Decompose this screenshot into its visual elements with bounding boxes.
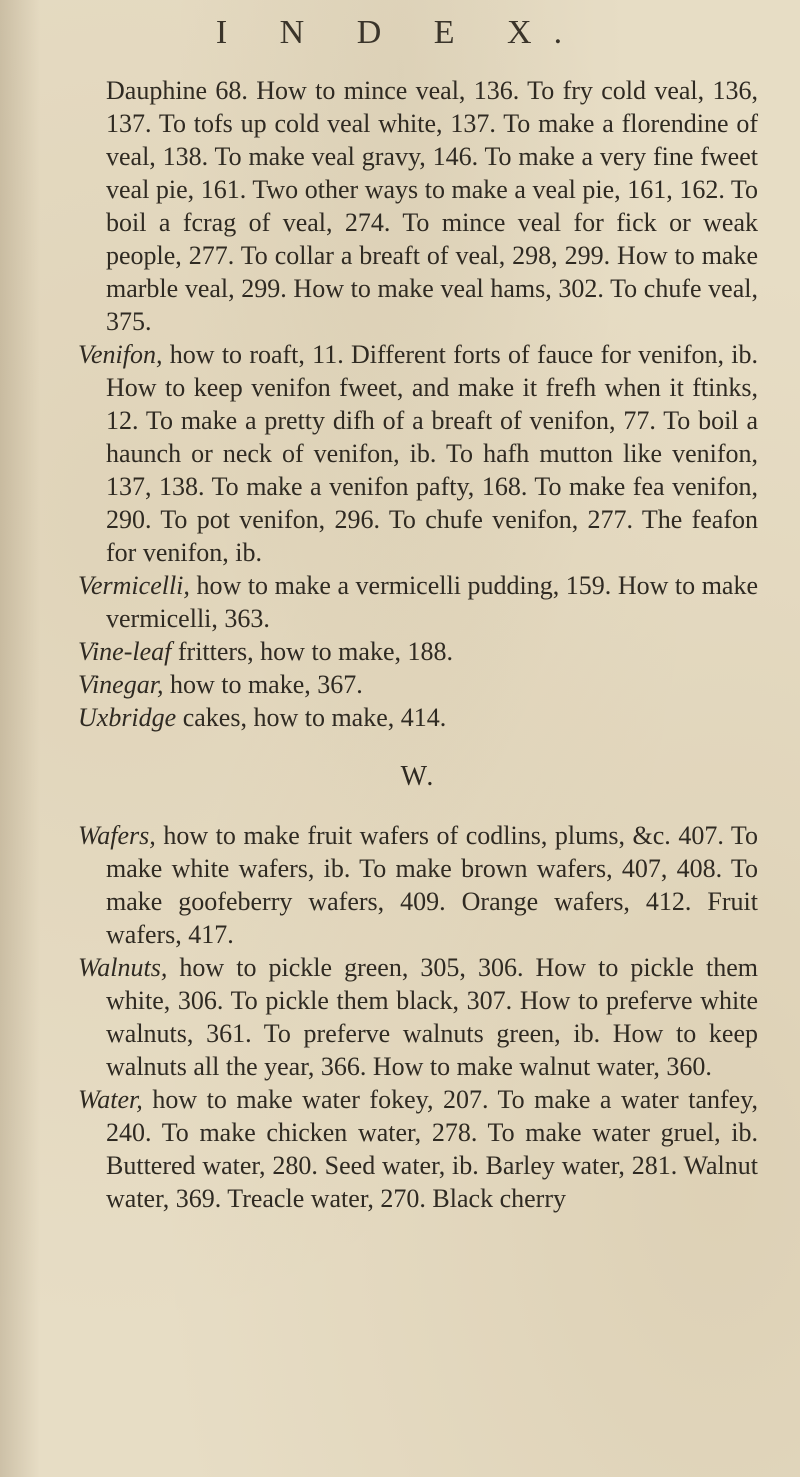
index-entry-uxbridge [78, 701, 758, 734]
entry-text: how to make fruit wafers of codlins, plums, &c. 407. To make white wafers, ib. To make brown wafers, 407, 408. To make goofeberry wafers, 409. Orange wafers, 412. Fruit wafers, 417. [106, 821, 758, 949]
entry-text: how to make, 367. [169, 670, 363, 699]
index-entry-water [78, 1083, 758, 1215]
index-body [78, 74, 758, 1215]
section-letter-w: W. [400, 761, 436, 792]
entry-text: Dauphine 68. How to mince veal, 136. To fry cold veal, 136, 137. To tofs up cold veal white, 137. To make a florendine of veal, 138. To make veal gravy, 146. To make a very fine fweet veal pie, 161. Two other ways to make a veal pie, 161, 162. To boil a fcrag of veal, 274. To mince veal for fick or weak people, 277. To collar a breaft of veal, 298, 299. How to make marble veal, 299. How to make veal hams, 302. To chufe veal, 375. [106, 76, 758, 336]
entry-head: Walnuts, [78, 953, 168, 982]
entry-text: how to make a vermicelli pudding, 159. How to make vermicelli, 363. [106, 571, 759, 633]
running-head: I N D E X. [215, 14, 585, 51]
entry-head: Vermicelli, [78, 571, 190, 600]
index-entry-vinegar [78, 668, 758, 701]
index-entry-walnuts [78, 951, 758, 1083]
index-entry-vermicelli [78, 569, 758, 635]
index-entry-veal-continued [78, 74, 758, 338]
index-entry-vine-leaf [78, 635, 758, 668]
entry-head: Vinegar, [78, 670, 164, 699]
entry-head: Wafers, [78, 821, 156, 850]
entry-text: how to pickle green, 305, 306. How to pickle them white, 306. To pickle them black, 307. How to preferve white walnuts, 361. To preferve walnuts green, ib. How to keep walnuts all the year, 366. How to make walnut water, 360. [106, 953, 758, 1081]
index-entry-wafers [78, 819, 758, 951]
entry-head: Uxbridge [78, 703, 177, 732]
entry-head: Water, [78, 1085, 143, 1114]
index-entry-venison [78, 338, 758, 569]
entry-text: how to make water fokey, 207. To make a water tanfey, 240. To make chicken water, 278. To make water gruel, ib. Buttered water, 280. Seed water, ib. Barley water, 281. Walnut water, 369. Treacle water, 270. Black cherry [106, 1085, 759, 1213]
entry-head: Venifon, [78, 340, 163, 369]
entry-text: how to roaft, 11. Different forts of fauce for venifon, ib. How to keep venifon fweet, and make it frefh when it ftinks, 12. To make a pretty difh of a breaft of venifon, 77. To boil a haunch or neck of venifon, ib. To hafh mutton like venifon, 137, 138. To make a venifon pafty, 168. To make fea venifon, 290. To pot venifon, 296. To chufe venifon, 277. The feafon for venifon, ib. [106, 340, 759, 567]
entry-text: fritters, how to make, 188. [177, 637, 453, 666]
entry-head: Vine-leaf [78, 637, 172, 666]
entry-text: cakes, how to make, 414. [182, 703, 447, 732]
page-binding-shadow [0, 0, 40, 1477]
